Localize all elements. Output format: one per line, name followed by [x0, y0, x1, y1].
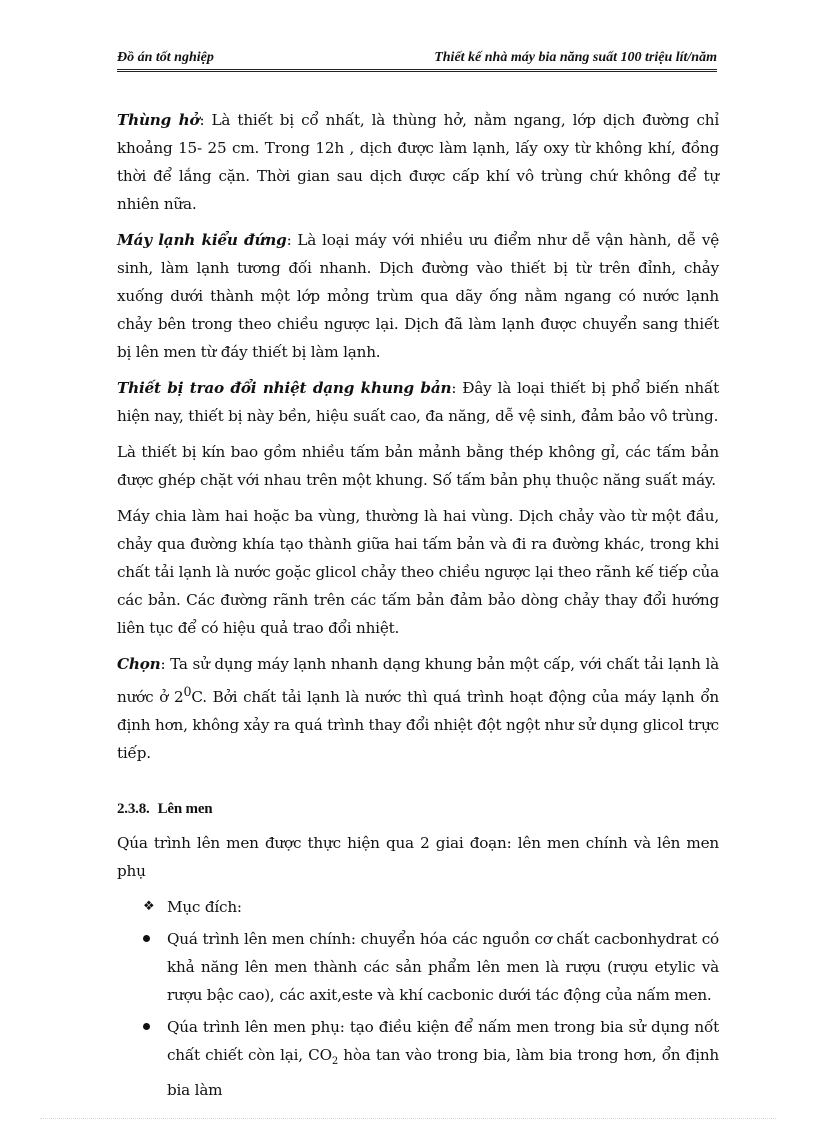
degree-superscript: 0 [183, 684, 192, 699]
header-right: Thiết kế nhà máy bia năng suất 100 triệu lít/năm [434, 50, 717, 65]
list-item-main-fermentation [117, 925, 719, 1009]
co2-subscript: 2 [331, 1056, 339, 1068]
paragraph-open-tank [117, 106, 719, 218]
paragraph-plate-exchanger [117, 374, 719, 430]
section-heading [117, 795, 719, 823]
section-intro: Qúa trình lên men được thực hiện qua 2 giai đoạn: lên men chính và lên men phụ [117, 834, 719, 881]
document-body [117, 106, 719, 1108]
bullet-text: Quá trình lên men chính: chuyển hóa các nguồn cơ chất cacbonhydrat có khả năng lên men thành các sản phẩm lên men là rượu (rượu etylic và rượu bậc cao), các axit,este và khí cacbonic dưới tác động của nấm men. [167, 930, 719, 1005]
paragraph-vertical-cooler [117, 226, 719, 366]
paragraph-zones: Máy chia làm hai hoặc ba vùng, thường là hai vùng. Dịch chảy vào từ một đầu, chảy qua đường khía tạo thành giữa hai tấm bản và đi ra đường khác, trong khi chất tải lạnh là nước goặc glicol chảy theo chiều ngược lại theo rãnh kế tiếp của các bản. Các đường rãnh trên các tấm bản đảm bảo dòng chảy thay đổi hướng liên tục để có hiệu quả trao đổi nhiệt. [117, 507, 719, 637]
paragraph-choice [117, 650, 719, 767]
list-item-purpose [117, 893, 719, 921]
bullet-text: hòa tan vào trong bia, làm bia trong hơn, ổn định bia làm [167, 1046, 719, 1100]
term-choice: Chọn [117, 655, 161, 673]
term-vertical-cooler: Máy lạnh kiểu đứng [117, 231, 287, 249]
paragraph-closed-device: Là thiết bị kín bao gồm nhiều tấm bản mảnh bằng thép không gỉ, các tấm bản được ghép chặt với nhau trên một khung. Số tấm bản phụ thuộc năng suất máy. [117, 443, 719, 489]
page-header [117, 50, 717, 72]
term-open-tank: Thùng hở [117, 111, 200, 129]
section-number: 2.3.8. [117, 801, 150, 818]
purpose-list [117, 893, 719, 1104]
paragraph-text: C. Bởi chất tải lạnh là nước thì quá trình hoạt động của máy lạnh ổn định hơn, không xảy ra quá trình thay đổi nhiệt đột ngột như sử dụng glicol trực tiếp. [117, 688, 719, 763]
term-plate-exchanger: Thiết bị trao đổi nhiệt dạng khung bản [117, 379, 452, 397]
header-left: Đồ án tốt nghiệp [117, 50, 214, 65]
paragraph-text: : Là loại máy với nhiều ưu điểm như dễ vận hành, dễ vệ sinh, làm lạnh tương đối nhanh. Dịch đường vào thiết bị từ trên đỉnh, chảy xuống dưới thành một lớp mỏng trùm qua dãy ống nằm ngang có nước lạnh chảy bên trong theo chiều ngược lại. Dịch đã làm lạnh được chuyển sang thiết bị lên men từ đáy thiết bị làm lạnh. [117, 231, 719, 361]
dot-bullet-icon [143, 925, 163, 953]
diamond-bullet-icon: ❖ [143, 899, 155, 915]
paragraph-text: : Ta sử dụng máy lạnh nhanh dạng khung bản một cấp, với chất tải lạnh là nước ở 2 [117, 655, 719, 707]
bullet-text: Qúa trình lên men phụ: tạo điều kiện để nấm men trong bia sử dụng nốt chất chiết còn lại, CO [167, 1018, 719, 1065]
page-bottom-divider [40, 1118, 776, 1119]
purpose-label: Mục đích: [167, 898, 242, 917]
section-title: Lên men [157, 801, 213, 818]
paragraph-text: : Đây là loại thiết bị phổ biến nhất hiện nay, thiết bị này bền, hiệu suất cao, đa năng, dễ vệ sinh, đảm bảo vô trùng. [117, 379, 719, 425]
list-item-secondary-fermentation [117, 1013, 719, 1104]
paragraph-text: : Là thiết bị cổ nhất, là thùng hở, nằm ngang, lớp dịch đường chỉ khoảng 15- 25 cm. Trong 12h , dịch được làm lạnh, lấy oxy từ không khí, đồng thời để lắng cặn. Thời gian sau dịch được cấp khí vô trùng chứ không để tự nhiên nữa. [117, 111, 719, 213]
dot-bullet-icon [143, 1013, 163, 1041]
